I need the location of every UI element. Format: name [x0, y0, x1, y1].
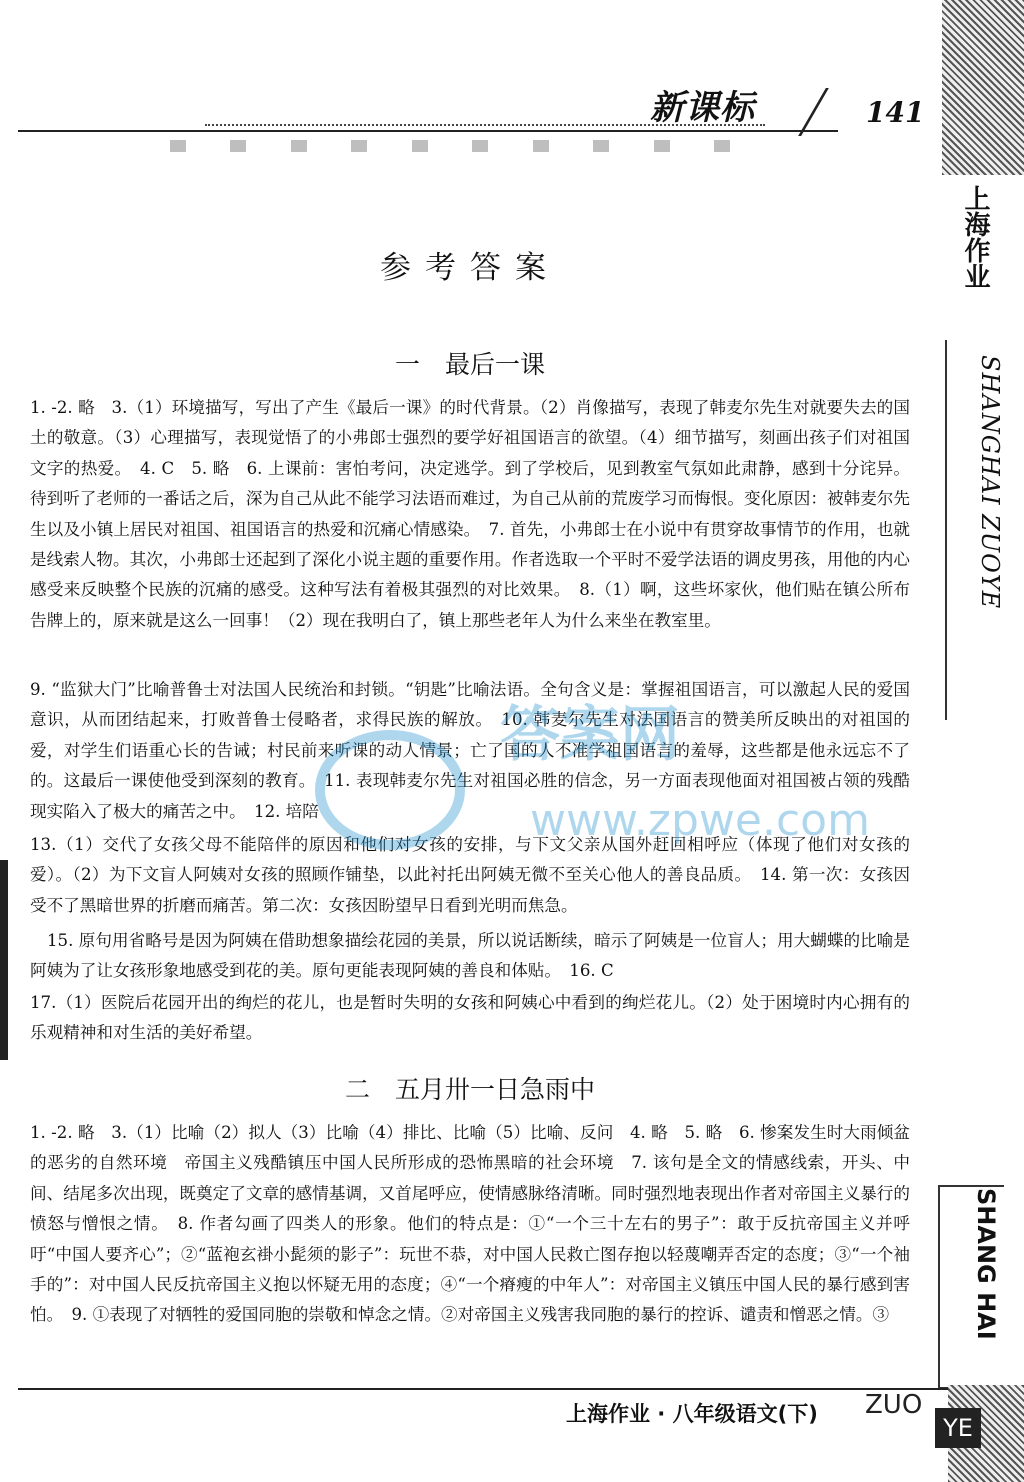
side-vertical-title: 上海作业 — [960, 185, 990, 289]
left-edge-mark — [0, 860, 8, 1060]
answer-paragraph: 9. “监狱大门”比喻普鲁士对法国人民统治和封锁。“钥匙”比喻法语。全句含义是：掌握祖国语言，可以激起人民的爱国意识，从而团结起来，打败普鲁士侵略者，求得民族的解放。 10. 韩麦尔先生对法国语言的赞美所反映出的对祖国的爱，对学生们语重心长的告诫；村民前来听课的动人情景；亡了国的人不准学祖国语言的羞辱，这些都是他永远忘不了的。这最后一课使他受到深刻的教育。 11. 表现韩麦尔先生对祖国必胜的信念，另一方面表现他面对祖国被占领的残酷现实陷入了极大的痛苦之中。 12. 培陪 — [30, 680, 910, 821]
answer-paragraph: 15. 原句用省略号是因为阿姨在借助想象描绘花园的美景，所以说话断续，暗示了阿姨是一位盲人；用大蝴蝶的比喻是阿姨为了让女孩形象地感受到花的美。原句更能表现阿姨的善良和体贴。 16. C — [30, 931, 910, 981]
side-roman-title: SHANGHAI ZUOYE — [976, 355, 1004, 610]
answer-paragraph: 13.（1）交代了女孩父母不能陪伴的原因和他们对女孩的安排，与下文父亲从国外赶回相呼应（体现了他们对女孩的爱）。（2）为下文盲人阿姨对女孩的照顾作铺垫，以此衬托出阿姨无微不至关心他人的善良品质。 14. 第一次：女孩因受不了黑暗世界的折磨而痛苦。第二次：女孩因盼望早日看到光明而焦急。 — [30, 835, 910, 915]
side-roman-bottom: SHANG HAI — [972, 1188, 1000, 1340]
header-rule — [18, 130, 838, 132]
answer-paragraph: 17.（1）医院后花园开出的绚烂的花儿，也是暂时失明的女孩和阿姨心中看到的绚烂花儿。（2）处于困境时内心拥有的乐观精神和对生活的美好希望。 — [30, 993, 910, 1043]
footer-zuo: ZUO — [865, 1390, 923, 1420]
top-right-hatch-decoration — [942, 0, 1024, 175]
page-number: 141 — [866, 96, 925, 129]
answer-paragraph: 1. -2. 略 3.（1）比喻（2）拟人（3）比喻（4）排比、比喻（5）比喻、反问 4. 略 5. 略 6. 惨案发生时大雨倾盆的恶劣的自然环境 帝国主义残酷镇压中国人民所形成的恐怖黑暗的社会环境 7. 该句是全文的情感线索，开头、中间、结尾多次出现，既奠定了文章的感情基调，又首尾呼应，使情感脉络清晰。同时强烈地表现出作者对帝国主义暴行的愤怒与憎恨之情。 8. 作者勾画了四类人的形象。他们的特点是：①“一个三十左右的男子”：敢于反抗帝国主义并呼吁“中国人要齐心”；②“蓝袍玄褂小髭须的影子”：玩世不恭，对中国人民救亡图存抱以轻蔑嘲弄否定的态度；③“一个袖手的”：对中国人民反抗帝国主义抱以怀疑无用的态度；④“一个瘠瘦的中年人”：对帝国主义镇压中国人民的暴行感到害怕。 9. ①表现了对牺牲的爱国同胞的崇敬和悼念之情。②对帝国主义残害我同胞的暴行的控诉、谴责和憎恶之情。③ — [30, 1123, 910, 1325]
footer-book-title: 上海作业 · 八年级语文(下) — [566, 1402, 818, 1426]
answer-paragraph: 1. -2. 略 3.（1）环境描写，写出了产生《最后一课》的时代背景。（2）肖像描写，表现了韩麦尔先生对就要失去的国土的敬意。（3）心理描写，表现觉悟了的小弗郎士强烈的要学好祖国语言的欲望。（4）细节描写，刻画出孩子们对祖国文字的热爱。 4. C 5. 略 6. 上课前：害怕考问，决定逃学。到了学校后，见到教室气氛如此肃静，感到十分诧异。待到听了老师的一番话之后，深为自己从此不能学习法语而难过，为自己从前的荒废学习而悔恨。变化原因：被韩麦尔先生以及小镇上居民对祖国、祖国语言的热爱和沉痛心情感染。 7. 首先，小弗郎士在小说中有贯穿故事情节的作用，也就是线索人物。其次，小弗郎士还起到了深化小说主题的重要作用。作者选取一个平时不爱学法语的调皮男孩，用他的内心感受来反映整个民族的沉痛的感受。这种写法有着极其强烈的对比效果。 8.（1）啊，这些坏家伙，他们贴在镇公所布告牌上的，原来就是这么一回事！（2）现在我明白了，镇上那些老年人为什么来坐在教室里。 — [30, 398, 910, 630]
section-heading-2: 二 五月卅一日急雨中 — [344, 1075, 595, 1104]
series-name: 新课标 — [650, 88, 755, 128]
watermark-label: 答案网 — [500, 700, 680, 770]
section-heading-1: 一 最后一课 — [394, 350, 545, 379]
side-rule — [945, 340, 947, 720]
page-title: 参考答案 — [380, 250, 560, 286]
footer-ye-badge: YE — [935, 1408, 981, 1448]
header-decoration-strip — [170, 140, 730, 154]
footer-rule — [18, 1388, 953, 1390]
watermark-site: www.zpwe.com — [530, 795, 870, 846]
